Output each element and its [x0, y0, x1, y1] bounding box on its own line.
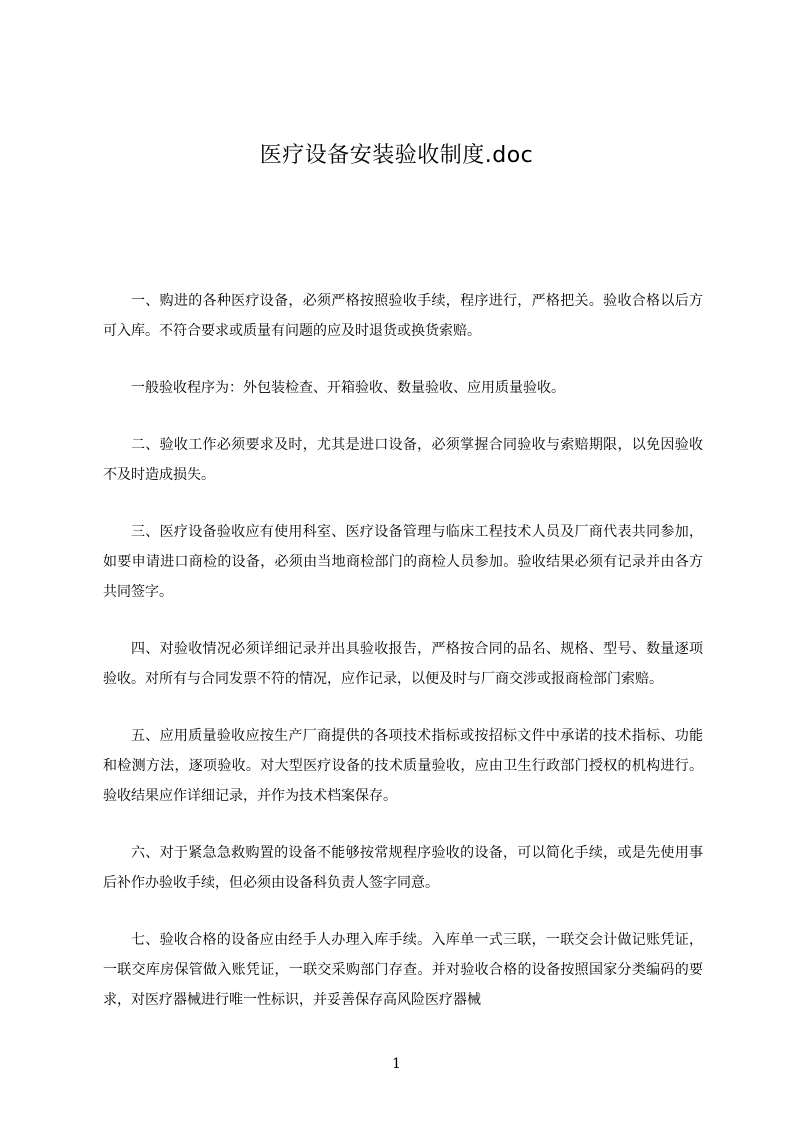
page-number: 1 — [392, 1056, 401, 1072]
paragraph-5: 四、对验收情况必须详细记录并出具验收报告，严格按合同的品名、规格、型号、数量逐项验收。对所有与合同发票不符的情况，应作记录，以便及时与厂商交涉或报商检部门索赔。 — [103, 641, 703, 687]
paragraph-6: 五、应用质量验收应按生产厂商提供的各项技术指标或按招标文件中承诺的技术指标、功能和检测方法，逐项验收。对大型医疗设备的技术质量验收，应由卫生行政部门授权的机构进行。验收结果应作详细记录，并作为技术档案保存。 — [103, 728, 703, 804]
document-title: 医疗设备安装验收制度.doc — [259, 143, 534, 168]
paragraph-4: 三、医疗设备验收应有使用科室、医疗设备管理与临床工程技术人员及厂商代表共同参加，如要申请进口商检的设备，必须由当地商检部门的商检人员参加。验收结果必须有记录并由各方共同签字。 — [103, 524, 703, 600]
paragraph-7: 六、对于紧急急救购置的设备不能够按常规程序验收的设备，可以简化手续，或是先使用事后补作办验收手续，但必须由设备科负责人签字同意。 — [103, 845, 703, 891]
paragraph-1: 一、购进的各种医疗设备，必须严格按照验收手续，程序进行，严格把关。验收合格以后方可入库。不符合要求或质量有问题的应及时退货或换货索赔。 — [103, 293, 703, 339]
paragraph-2: 一般验收程序为：外包装检查、开箱验收、数量验收、应用质量验收。 — [131, 380, 565, 396]
document-body — [103, 286, 703, 1042]
paragraph-8: 七、验收合格的设备应由经手人办理入库手续。入库单一式三联，一联交会计做记账凭证，一联交库房保管做入账凭证，一联交采购部门存查。并对验收合格的设备按照国家分类编码的要求，对医疗器械进行唯一性标识，并妥善保存高风险医疗器械 — [103, 932, 703, 1008]
paragraph-3: 二、验收工作必须要求及时，尤其是进口设备，必须掌握合同验收与索赔期限，以免因验收不及时造成损失。 — [103, 437, 703, 483]
